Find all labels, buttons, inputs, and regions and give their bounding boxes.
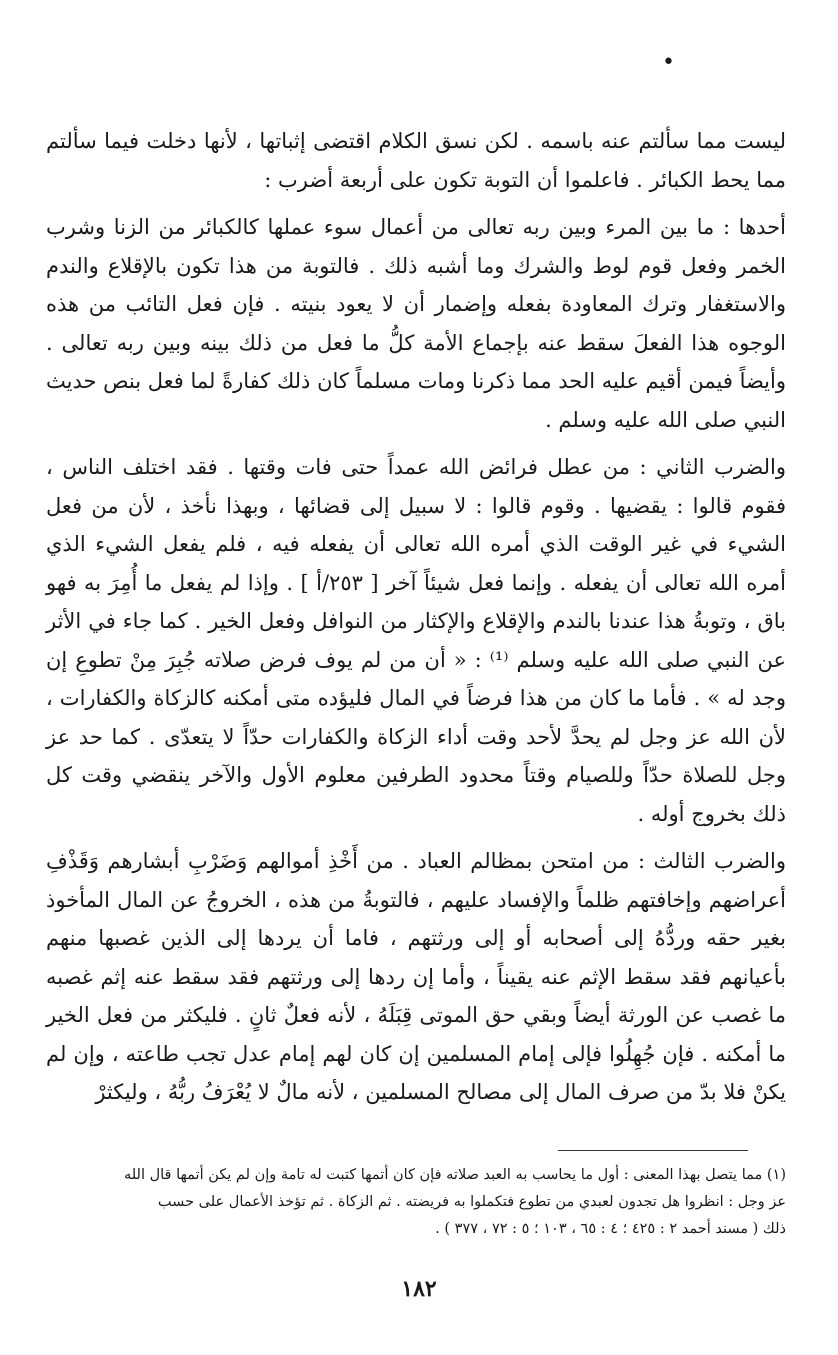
footnote-line: عز وجل : انظروا هل تجدون لعبدي من تطوع فتكملوا به فريضته . ثم الزكاة . ثم تؤخذ الأعمال على حسب (157, 1194, 786, 1210)
footnote-divider (558, 1150, 748, 1151)
top-mark: • (662, 50, 675, 75)
page-number: ١٨٢ (401, 1276, 437, 1302)
footnote-line: (١) مما يتصل بهذا المعنى : أول ما يحاسب به العبد صلاته فإن كان أتمها كتبت له تامة وإن لم يكن أتمها قال الله (123, 1167, 786, 1183)
paragraph-third-type: والضرب الثالث : من امتحن بمظالم العباد . من أَخْذِ أموالهم وَضَرْبِ أبشارهم وَقَذْفِ أعراضهم وإخافتهم ظلماً والإفساد عليهم ، فالتوبةُ من هذه ، الخروجُ عن المال المأخوذ بغير حقه وردُّهُ إلى أصحابه أو إلى ورثتهم ، فاما أن يردها إلى الذين غصبها منهم بأعيانهم فقد سقط الإثم عنه يقيناً ، وأما إن ردها إلى ورثتهم فقد سقط عنه إثم غصبه ما غصب عن الورثة أيضاً وبقي حق الموتى قِبَلَهُ ، لأنه فعلٌ ثانٍ . فليكثر من فعل الخير ما أمكنه . فإن جُهِلُوا فإلى إمام المسلمين إن كان لهم إمام عدل تجب طاعته ، وإن لم يكنْ فلا بدّ من صرف المال إلى مصالح المسلمين ، لأنه مالٌ لا يُعْرَفُ ربُّهُ ، وليكثرْ (46, 849, 786, 1104)
footnote-line: ذلك ( مسند أحمد ٢ : ٤٢٥ ؛ ٤ : ٦٥ ، ١٠٣ ؛ ٥ : ٧٢ ، ٣٧٧ ) . (435, 1221, 786, 1237)
main-text (46, 122, 786, 1121)
footnote (46, 1162, 786, 1243)
paragraph-second-type: والضرب الثاني : من عطل فرائض الله عمداً حتى فات وقتها . فقد اختلف الناس ، فقوم قالوا : يقضيها . وقوم قالوا : لا سبيل إلى قضائها ، وبهذا نأخذ ، لأن من فعل الشيء في غير الوقت الذي أمره الله تعالى أن يفعله فيه ، فلم يفعل الشيء الذي أمره الله تعالى أن يفعله . وإنما فعل شيئاً آخر [ ٢٥٣/أ ] . وإذا لم يفعل ما أُمِرَ به فهو باق ، وتوبةُ هذا عندنا بالندم والإقلاع والإكثار من النوافل وفعل الخير . كما جاء في الأثر عن النبي صلى الله عليه وسلم ⁽¹⁾ : « أن من لم يوف فرض صلاته جُبِرَ مِنْ تطوعِ إن وجد له » . فأما ما كان من هذا فرضاً في المال فليؤده متى أمكنه كالزكاة والكفارات ، لأن الله عز وجل لم يحدَّ لأحد وقت أداء الزكاة والكفارات حدّاً لا يتعدّى . كما حد عز وجل للصلاة حدّاً وللصيام وقتاً محدود الطرفين معلوم الأول والآخر ينقضي وقت كل ذلك بخروج أوله . (46, 455, 786, 826)
paragraph-intro: ليست مما سألتم عنه باسمه . لكن نسق الكلام اقتضى إثباتها ، لأنها دخلت فيما سألتم مما يحط الكبائر . فاعلموا أن التوبة تكون على أربعة أضرب : (46, 129, 786, 192)
paragraph-first-type: أحدها : ما بين المرء وبين ربه تعالى من أعمال سوء عملها كالكبائر من الزنا وشرب الخمر وفعل قوم لوط والشرك وما أشبه ذلك . فالتوبة من هذا تكون بالإقلاع والندم والاستغفار وترك المعاودة بفعله وإضمار أن لا يعود بنيته . فإن فعل التائب من هذه الوجوه هذا الفعلَ سقط عنه بإجماع الأمة كلُّ ما فعل من ذلك بينه وبين ربه تعالى . وأيضاً فيمن أقيم عليه الحد مما ذكرنا ومات مسلماً كان ذلك كفارةً لما فعل بنص حديث النبي صلى الله عليه وسلم . (46, 215, 786, 432)
